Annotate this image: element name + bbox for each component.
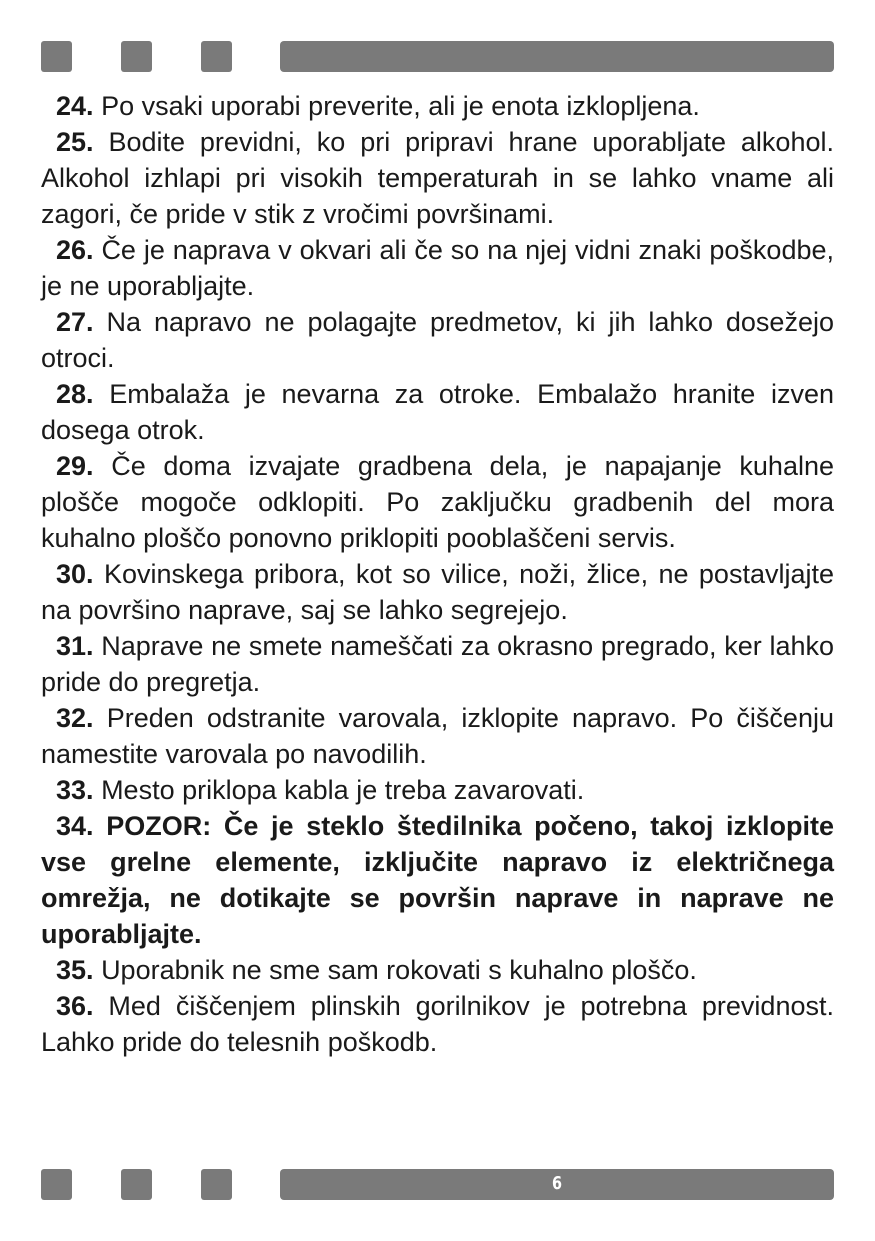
item-number: 32. — [56, 703, 94, 733]
warning-item — [41, 808, 834, 952]
instruction-item — [41, 88, 834, 124]
item-number: 30. — [56, 559, 94, 589]
warning-text: POZOR: Če je steklo štedilnika počeno, takoj izklopite vse grelne elemente, izključite napravo iz električnega omrežja, ne dotikajte se površin naprave in naprave ne uporabljajte. — [41, 811, 834, 949]
item-number: 29. — [56, 451, 94, 481]
item-number: 27. — [56, 307, 94, 337]
instruction-item — [41, 556, 834, 628]
instruction-item — [41, 124, 834, 232]
instruction-item — [41, 988, 834, 1060]
item-text: Naprave ne smete nameščati za okrasno pregrado, ker lahko pride do pregretja. — [41, 631, 834, 697]
item-number: 26. — [56, 235, 94, 265]
item-number: 24. — [56, 91, 94, 121]
item-text: Na napravo ne polagajte predmetov, ki jih lahko dosežejo otroci. — [41, 307, 834, 373]
instruction-item — [41, 628, 834, 700]
item-text: Med čiščenjem plinskih gorilnikov je potrebna previdnost. Lahko pride do telesnih poškodb. — [41, 991, 834, 1057]
footer-square-1 — [41, 1169, 72, 1200]
instruction-item — [41, 952, 834, 988]
header-square-3 — [201, 41, 232, 72]
header-square-1 — [41, 41, 72, 72]
item-text: Uporabnik ne sme sam rokovati s kuhalno ploščo. — [101, 955, 697, 985]
instruction-item — [41, 304, 834, 376]
instruction-item — [41, 772, 834, 808]
footer-bar — [280, 1169, 834, 1200]
item-text: Po vsaki uporabi preverite, ali je enota izklopljena. — [101, 91, 700, 121]
footer-square-3 — [201, 1169, 232, 1200]
item-text: Kovinskega pribora, kot so vilice, noži, žlice, ne postavljajte na površino naprave, saj se lahko segrejejo. — [41, 559, 834, 625]
footer-square-2 — [121, 1169, 152, 1200]
item-number: 33. — [56, 775, 94, 805]
item-text: Embalaža je nevarna za otroke. Embalažo hranite izven dosega otrok. — [41, 379, 834, 445]
header-square-2 — [121, 41, 152, 72]
header-bar — [280, 41, 834, 72]
item-text: Mesto priklopa kabla je treba zavarovati. — [101, 775, 585, 805]
instruction-item — [41, 700, 834, 772]
item-number: 34. — [56, 811, 94, 841]
item-number: 28. — [56, 379, 94, 409]
item-number: 25. — [56, 127, 94, 157]
instruction-item — [41, 376, 834, 448]
item-text: Bodite previdni, ko pri pripravi hrane uporabljate alkohol. Alkohol izhlapi pri visokih temperaturah in se lahko vname ali zagori, če pride v stik z vročimi površinami. — [41, 127, 834, 229]
instruction-item — [41, 232, 834, 304]
item-text: Če je naprava v okvari ali če so na njej vidni znaki poškodbe, je ne uporabljajte. — [41, 235, 834, 301]
safety-instructions — [41, 88, 834, 1060]
item-text: Če doma izvajate gradbena dela, je napajanje kuhalne plošče mogoče odklopiti. Po zaključku gradbenih del mora kuhalno ploščo ponovno priklopiti pooblaščeni servis. — [41, 451, 834, 553]
item-number: 31. — [56, 631, 94, 661]
item-number: 36. — [56, 991, 94, 1021]
item-number: 35. — [56, 955, 94, 985]
page-number: 6 — [551, 1173, 563, 1194]
item-text: Preden odstranite varovala, izklopite napravo. Po čiščenju namestite varovala po navodilih. — [41, 703, 834, 769]
instruction-item — [41, 448, 834, 556]
